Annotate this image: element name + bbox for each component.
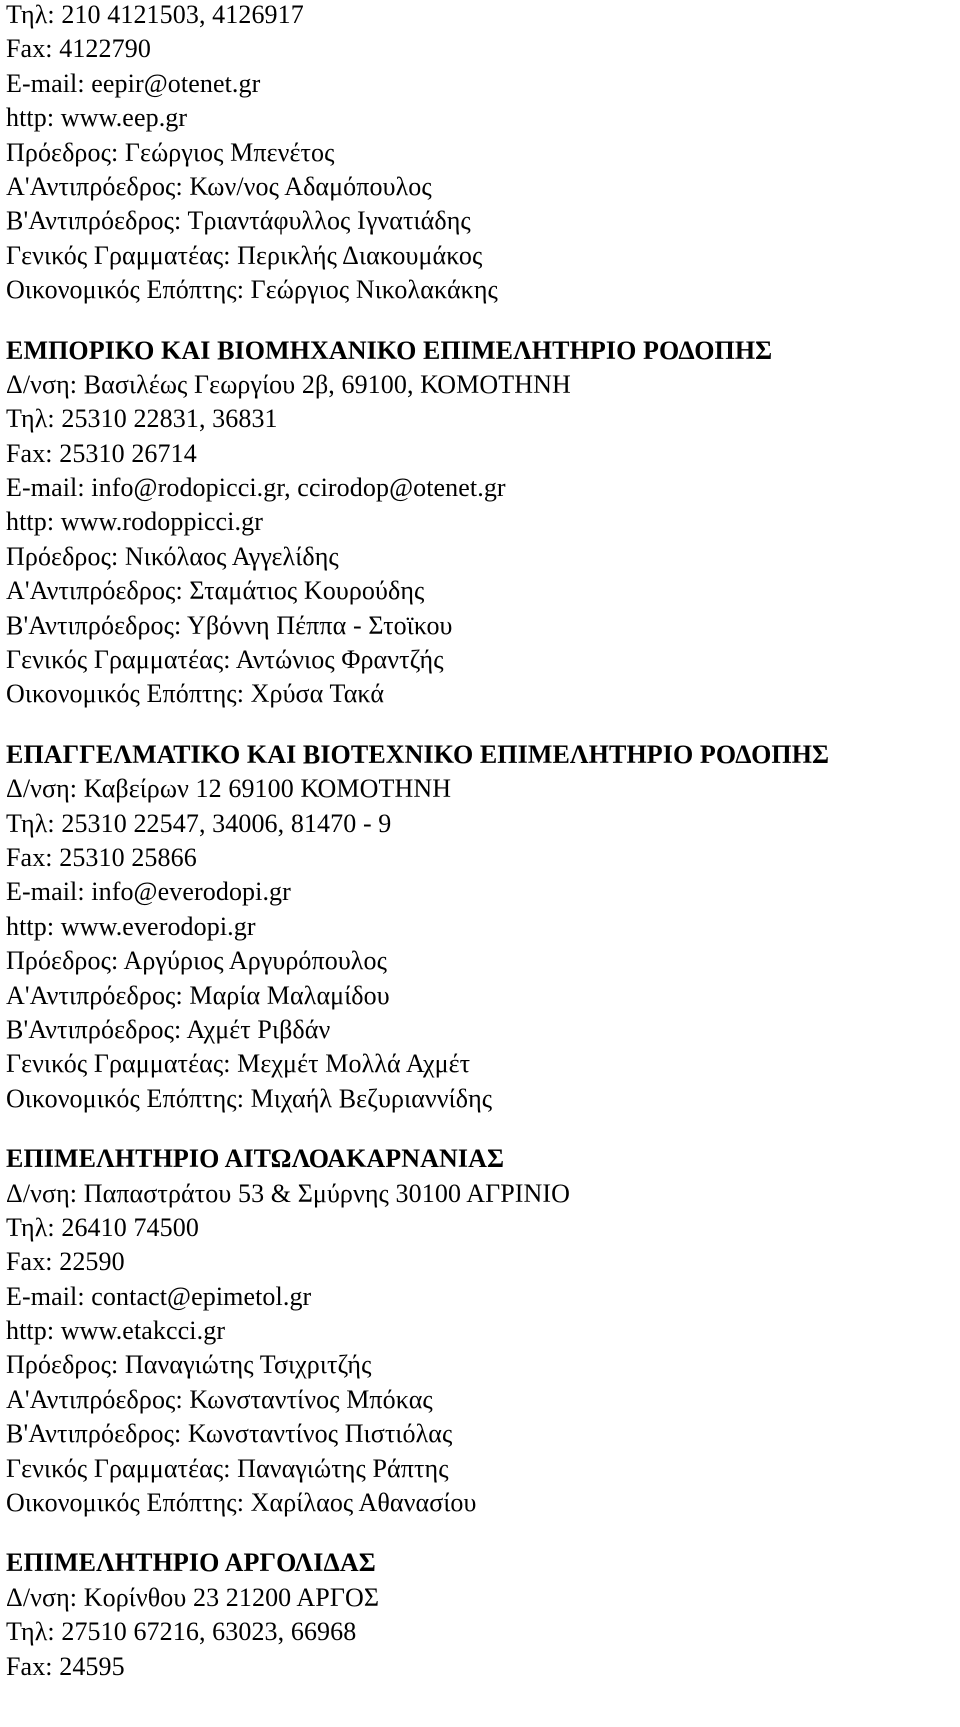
email-line: E-mail: info@everodopi.gr bbox=[6, 877, 291, 907]
fax-line: Fax: 24595 bbox=[6, 1651, 125, 1681]
fax-line: Fax: 22590 bbox=[6, 1247, 125, 1277]
fax-line: Fax: 25310 26714 bbox=[6, 438, 197, 468]
secretary-general-line: Γενικός Γραμματέας: Μεχμέτ Μολλά Αχμέτ bbox=[6, 1049, 471, 1079]
phone-line: Τηλ: 25310 22547, 34006, 81470 - 9 bbox=[6, 808, 392, 838]
president-line: Πρόεδρος: Γεώργιος Μπενέτος bbox=[6, 137, 335, 167]
president-line: Πρόεδρος: Αργύριος Αργυρόπουλος bbox=[6, 946, 388, 976]
second-vice-president-line: Β'Αντιπρόεδρος: Κωνσταντίνος Πιστιόλας bbox=[6, 1419, 453, 1449]
website-line: http: www.everodopi.gr bbox=[6, 911, 256, 941]
chamber-section-rodopi-professional bbox=[6, 738, 956, 1116]
treasurer-line: Οικονομικός Επόπτης: Μιχαήλ Βεζυριαννίδης bbox=[6, 1083, 493, 1113]
chamber-section-rodopi-commercial bbox=[6, 334, 956, 712]
section-heading: ΕΠΙΜΕΛΗΤΗΡΙΟ ΑΡΓΟΛΙΔΑΣ bbox=[6, 1548, 376, 1578]
secretary-general-line: Γενικός Γραμματέας: Περικλής Διακουμάκος bbox=[6, 240, 483, 270]
president-line: Πρόεδρος: Νικόλαος Αγγελίδης bbox=[6, 541, 339, 571]
section-heading: ΕΠΑΓΓΕΛΜΑΤΙΚΟ ΚΑΙ ΒΙΟΤΕΧΝΙΚΟ ΕΠΙΜΕΛΗΤΗΡΙΟ ΡΟΔΟΠΗΣ bbox=[6, 739, 830, 769]
website-line: http: www.rodoppicci.gr bbox=[6, 507, 263, 537]
secretary-general-line: Γενικός Γραμματέας: Αντώνιος Φραντζής bbox=[6, 645, 444, 675]
phone-line: Τηλ: 25310 22831, 36831 bbox=[6, 404, 278, 434]
email-line: E-mail: contact@epimetol.gr bbox=[6, 1281, 312, 1311]
top-contact-block bbox=[6, 0, 956, 308]
address-line: Δ/νση: Καβείρων 12 69100 ΚΟΜΟΤΗΝΗ bbox=[6, 774, 452, 804]
fax-line: Fax: 4122790 bbox=[6, 34, 151, 64]
address-line: Δ/νση: Κορίνθου 23 21200 ΑΡΓΟΣ bbox=[6, 1582, 380, 1612]
treasurer-line: Οικονομικός Επόπτης: Γεώργιος Νικολακάκης bbox=[6, 275, 498, 305]
address-line: Δ/νση: Παπαστράτου 53 & Σμύρνης 30100 ΑΓΡΙΝΙΟ bbox=[6, 1178, 571, 1208]
second-vice-president-line: Β'Αντιπρόεδρος: Τριαντάφυλλος Ιγνατιάδης bbox=[6, 206, 471, 236]
phone-line: Τηλ: 27510 67216, 63023, 66968 bbox=[6, 1617, 357, 1647]
section-heading: ΕΜΠΟΡΙΚΟ ΚΑΙ ΒΙΟΜΗΧΑΝΙΚΟ ΕΠΙΜΕΛΗΤΗΡΙΟ ΡΟΔΟΠΗΣ bbox=[6, 335, 773, 365]
first-vice-president-line: Α'Αντιπρόεδρος: Σταμάτιος Κουρούδης bbox=[6, 576, 425, 606]
first-vice-president-line: Α'Αντιπρόεδρος: Κων/νος Αδαμόπουλος bbox=[6, 171, 432, 201]
second-vice-president-line: Β'Αντιπρόεδρος: Υβόννη Πέππα - Στοϊκου bbox=[6, 610, 453, 640]
email-line: E-mail: eepir@otenet.gr bbox=[6, 68, 261, 98]
phone-line: Τηλ: 26410 74500 bbox=[6, 1212, 199, 1242]
address-line: Δ/νση: Βασιλέως Γεωργίου 2β, 69100, ΚΟΜΟΤΗΝΗ bbox=[6, 369, 571, 399]
secretary-general-line: Γενικός Γραμματέας: Παναγιώτης Ράπτης bbox=[6, 1453, 449, 1483]
treasurer-line: Οικονομικός Επόπτης: Χαρίλαος Αθανασίου bbox=[6, 1488, 477, 1518]
fax-line: Fax: 25310 25866 bbox=[6, 842, 197, 872]
chamber-section-argolida bbox=[6, 1546, 956, 1684]
first-vice-president-line: Α'Αντιπρόεδρος: Κωνσταντίνος Μπόκας bbox=[6, 1384, 433, 1414]
email-line: E-mail: info@rodopicci.gr, ccirodop@otenet.gr bbox=[6, 473, 506, 503]
website-line: http: www.etakcci.gr bbox=[6, 1316, 226, 1346]
treasurer-line: Οικονομικός Επόπτης: Χρύσα Τακά bbox=[6, 679, 385, 709]
section-heading: ΕΠΙΜΕΛΗΤΗΡΙΟ ΑΙΤΩΛΟΑΚΑΡΝΑΝΙΑΣ bbox=[6, 1144, 505, 1174]
chamber-section-aitoloakarnania bbox=[6, 1142, 956, 1520]
website-line: http: www.eep.gr bbox=[6, 103, 188, 133]
second-vice-president-line: Β'Αντιπρόεδρος: Αχμέτ Ριβδάν bbox=[6, 1014, 331, 1044]
phone-line: Τηλ: 210 4121503, 4126917 bbox=[6, 0, 304, 29]
first-vice-president-line: Α'Αντιπρόεδρος: Μαρία Μαλαμίδου bbox=[6, 980, 390, 1010]
document-page bbox=[6, 0, 956, 1684]
president-line: Πρόεδρος: Παναγιώτης Τσιχριτζής bbox=[6, 1350, 372, 1380]
